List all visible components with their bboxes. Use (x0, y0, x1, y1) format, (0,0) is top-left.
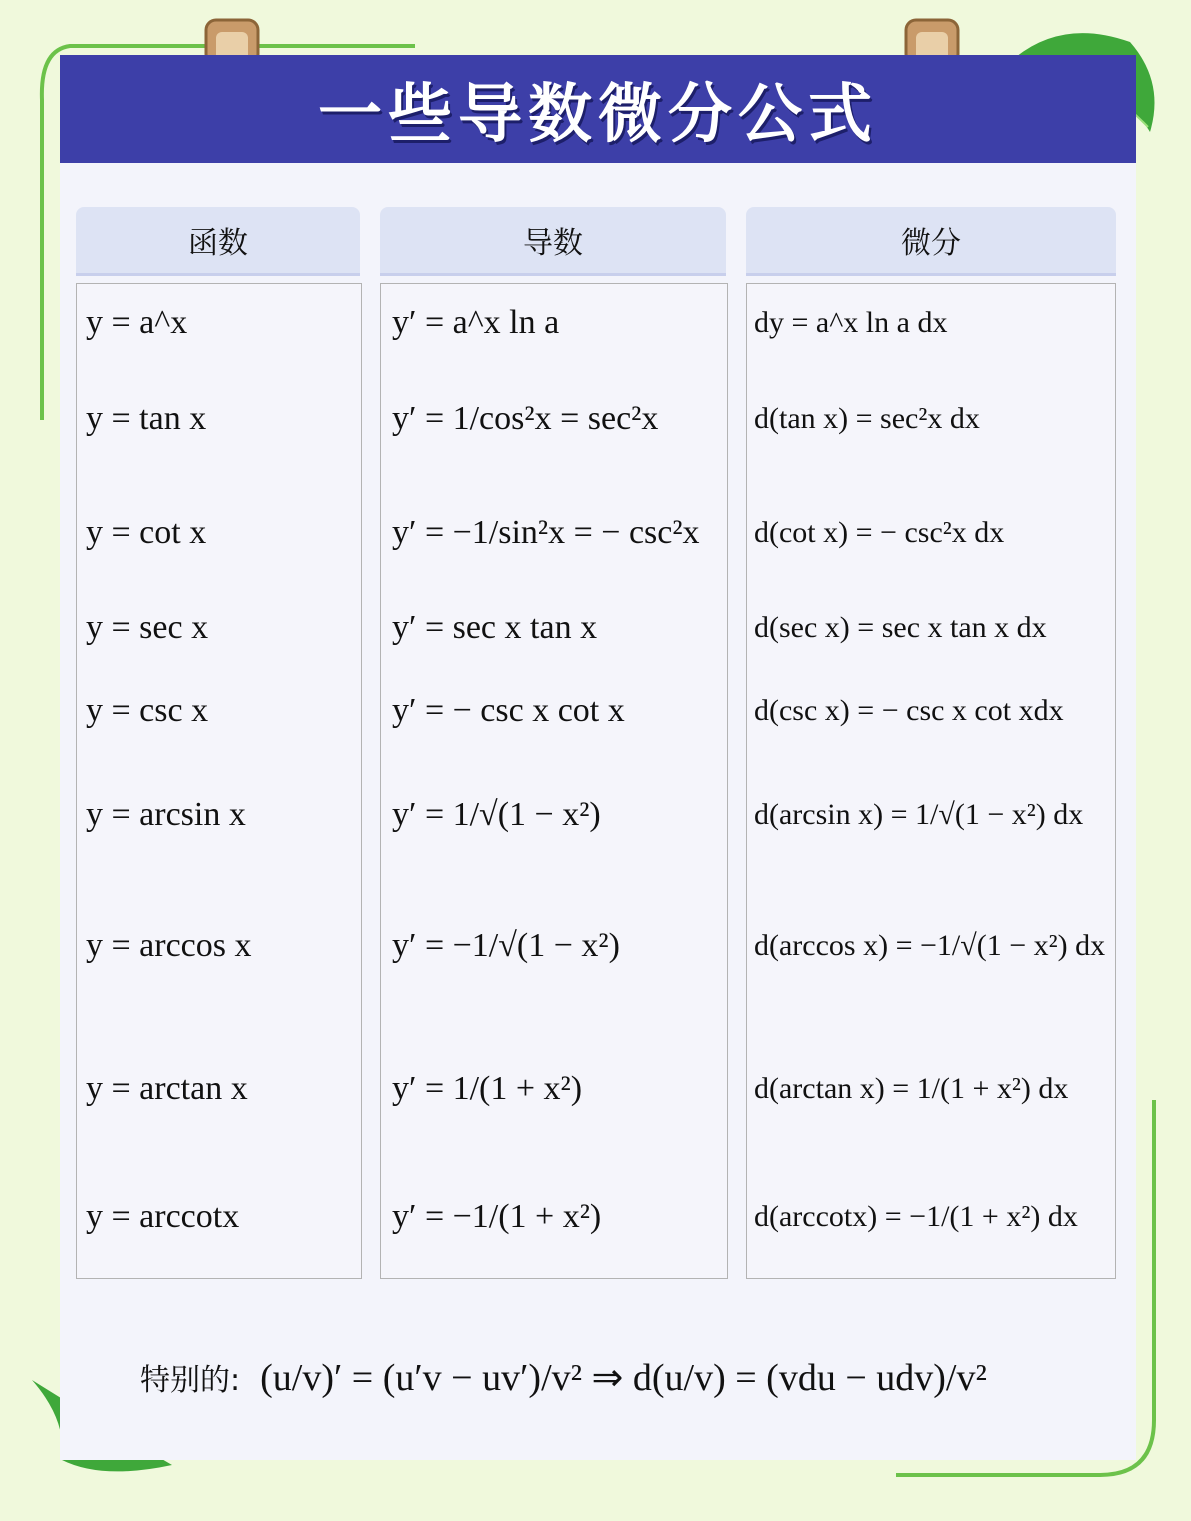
derivative-cell: y′ = sec x tan x (392, 609, 598, 646)
function-cell: y = a^x (86, 304, 188, 341)
differential-cell: d(sec x) = sec x tan x dx (754, 611, 1047, 644)
function-cell: y = tan x (86, 400, 207, 437)
title-banner (60, 55, 1136, 163)
function-cell: y = arccos x (86, 927, 252, 964)
derivative-cell: y′ = −1/(1 + x²) (392, 1198, 602, 1235)
differential-cell: d(arccotx) = −1/(1 + x²) dx (754, 1200, 1078, 1233)
function-cell: y = arctan x (86, 1070, 248, 1107)
differential-cell: d(arctan x) = 1/(1 + x²) dx (754, 1072, 1069, 1105)
page-title: 一些导数微分公式 (318, 78, 878, 152)
differential-cell: d(arccos x) = −1/√(1 − x²) dx (754, 929, 1106, 962)
differential-cell: d(cot x) = − csc²x dx (754, 516, 1005, 549)
header-differential: 微分 (746, 207, 1116, 276)
function-cell: y = arcsin x (86, 796, 246, 833)
derivative-cell: y′ = 1/(1 + x²) (392, 1070, 583, 1107)
differential-cell: d(tan x) = sec²x dx (754, 402, 980, 435)
derivative-cell: y′ = 1/cos²x = sec²x (392, 400, 659, 437)
differential-cell: d(arcsin x) = 1/√(1 − x²) dx (754, 798, 1084, 831)
function-cell: y = cot x (86, 514, 207, 551)
function-cell: y = sec x (86, 609, 209, 646)
derivative-cell: y′ = 1/√(1 − x²) (392, 796, 601, 833)
special-formula-row (140, 1317, 987, 1437)
special-formula: (u/v)′ = (u′v − uv′)/v² ⇒ d(u/v) = (vdu − udv)/v² (260, 1356, 987, 1399)
derivative-cell: y′ = a^x ln a (392, 304, 560, 341)
differential-cell: dy = a^x ln a dx (754, 306, 948, 339)
function-cell: y = csc x (86, 692, 209, 729)
derivative-cell: y′ = −1/sin²x = − csc²x (392, 514, 700, 551)
special-label: 特别的: (140, 1363, 241, 1398)
derivative-cell: y′ = −1/√(1 − x²) (392, 927, 620, 964)
formula-card (60, 55, 1136, 1460)
header-function: 函数 (76, 207, 360, 276)
differential-cell: d(csc x) = − csc x cot xdx (754, 694, 1064, 727)
derivative-cell: y′ = − csc x cot x (392, 692, 625, 729)
function-cell: y = arccotx (86, 1198, 240, 1235)
header-derivative: 导数 (380, 207, 726, 276)
